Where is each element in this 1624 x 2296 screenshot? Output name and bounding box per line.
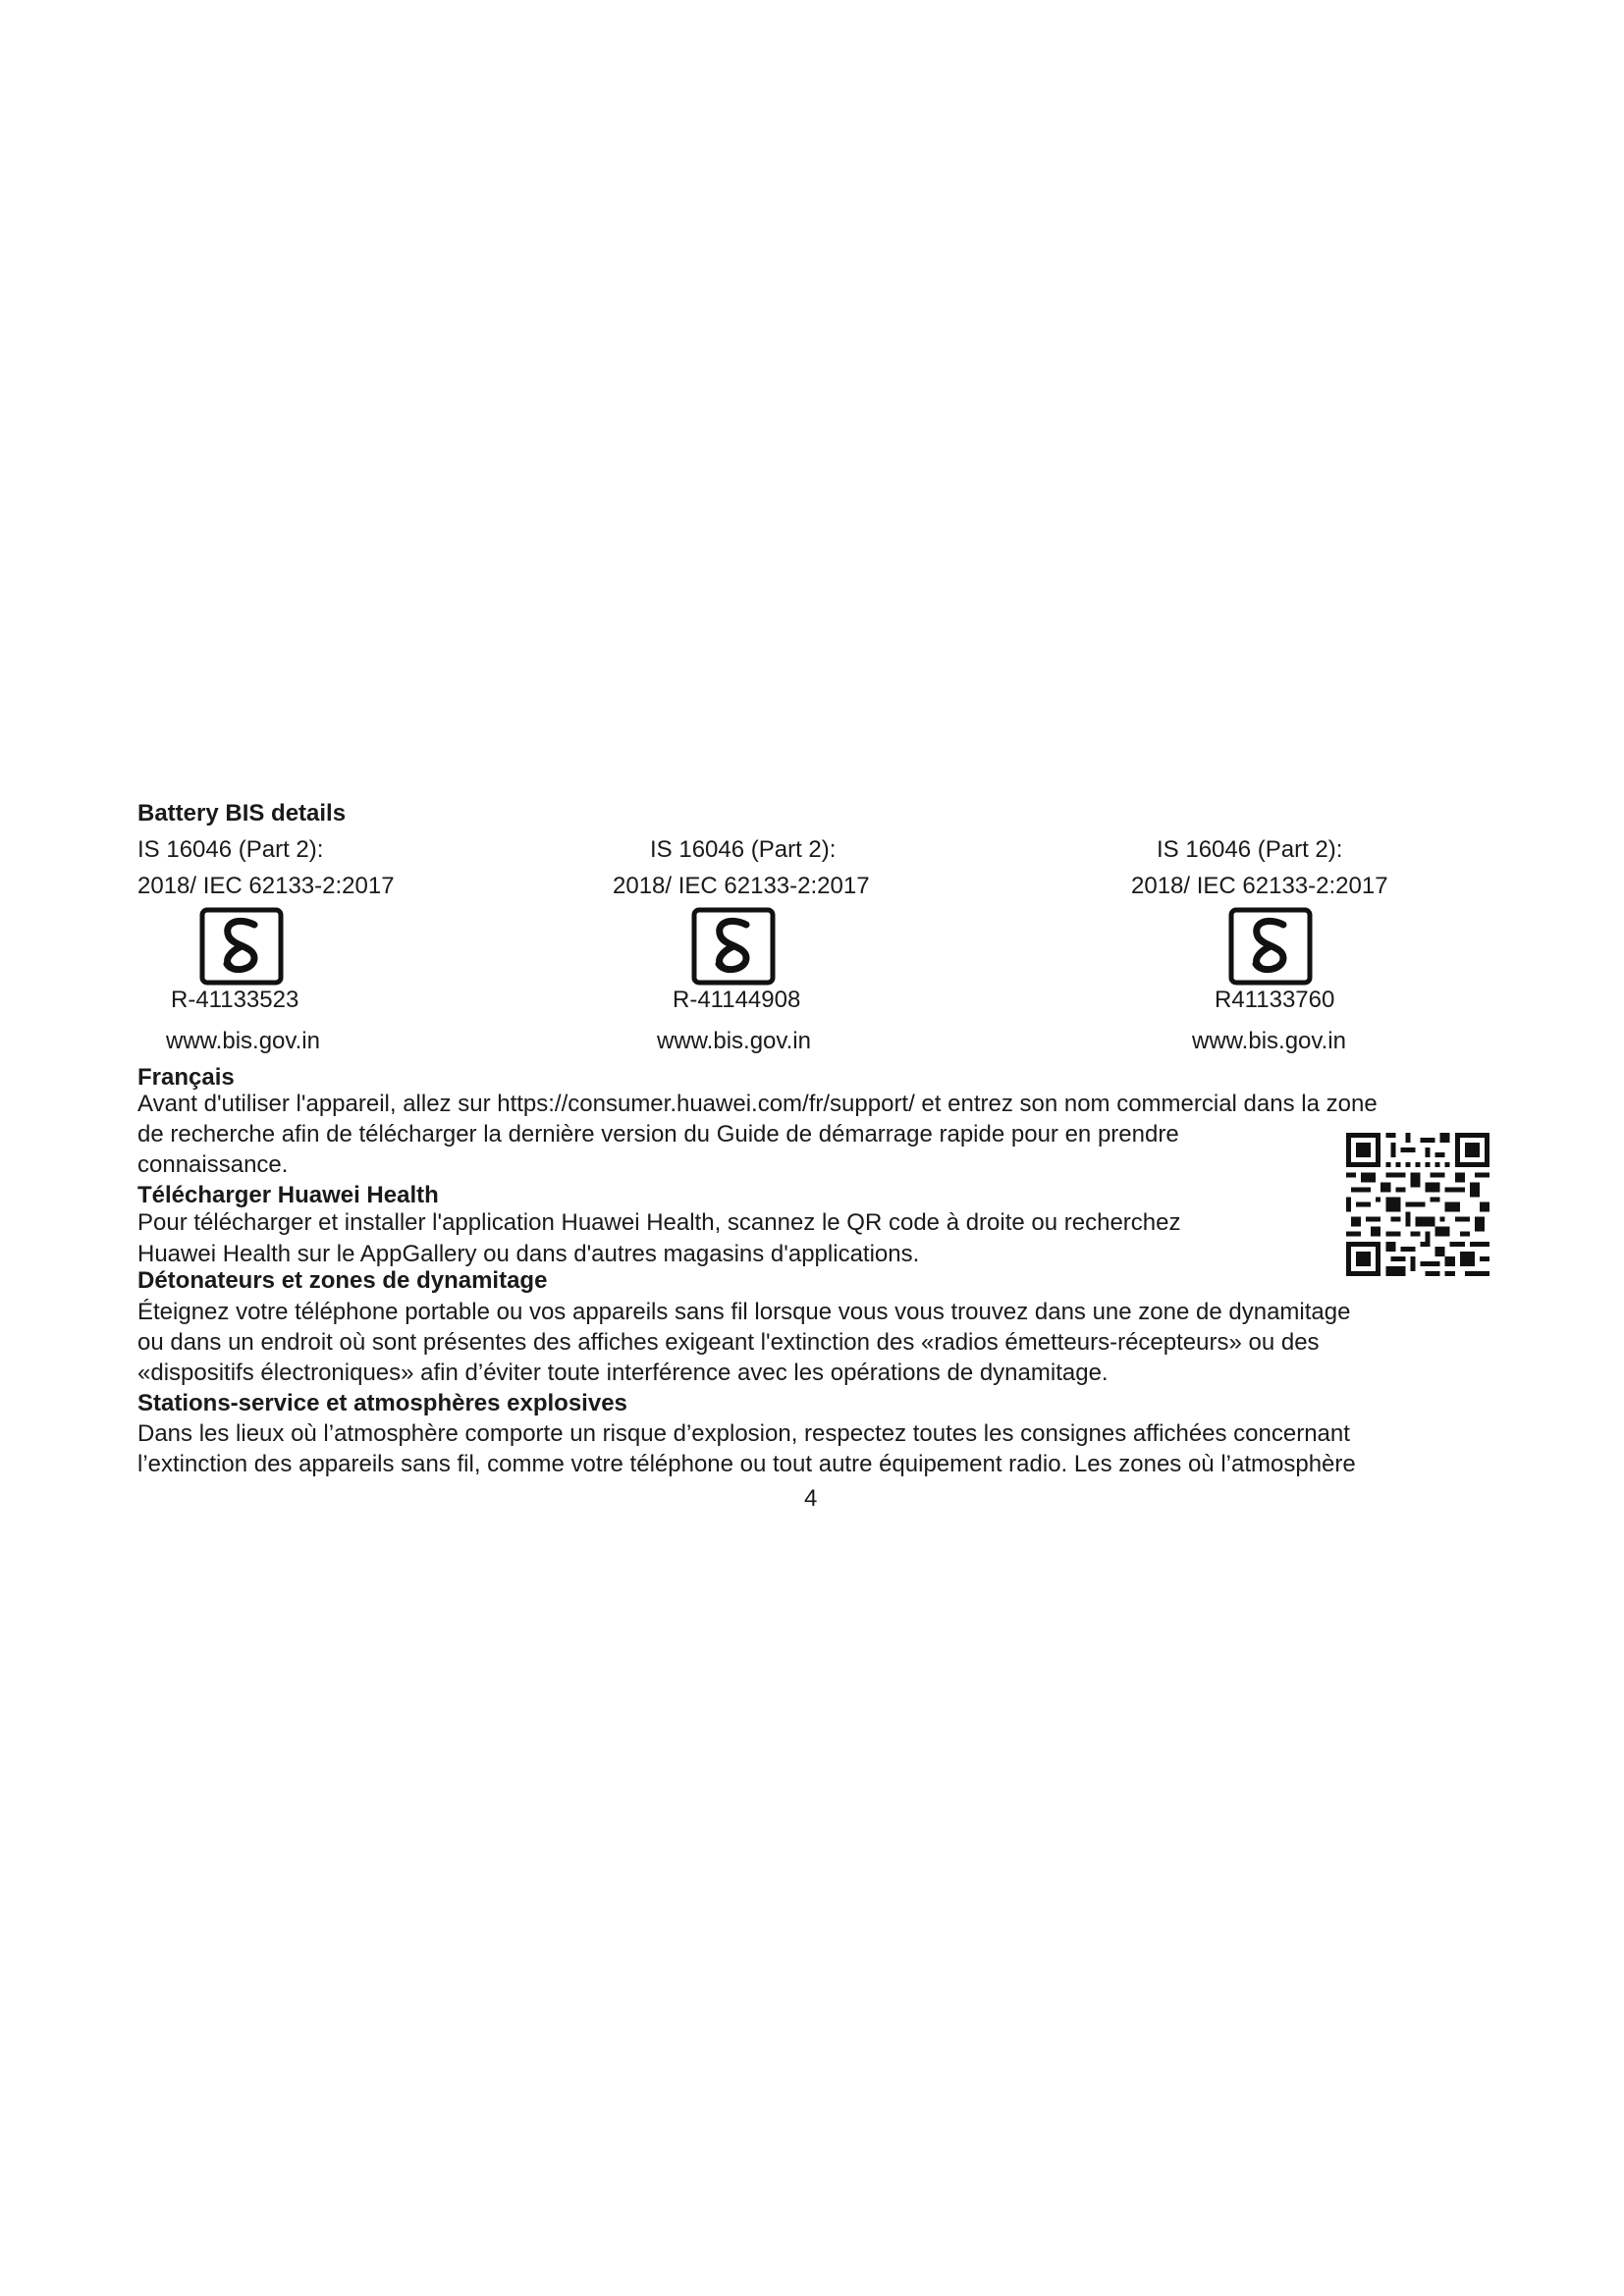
bis-col2-url: www.bis.gov.in bbox=[657, 1028, 811, 1054]
bis-mark-icon bbox=[1228, 907, 1313, 990]
page-number: 4 bbox=[804, 1485, 818, 1512]
bis-col2-iec: 2018/ IEC 62133-2:2017 bbox=[613, 873, 870, 899]
detonateurs-heading: Détonateurs et zones de dynamitage bbox=[137, 1267, 548, 1294]
bis-col3-url: www.bis.gov.in bbox=[1192, 1028, 1346, 1054]
bis-col3-iec: 2018/ IEC 62133-2:2017 bbox=[1131, 873, 1388, 899]
health-heading: Télécharger Huawei Health bbox=[137, 1182, 439, 1208]
francais-paragraph-line: Avant d'utiliser l'appareil, allez sur https://consumer.huawei.com/fr/support/ et entrez son nom commercial dans la zone bbox=[137, 1091, 1378, 1117]
bis-col1-url: www.bis.gov.in bbox=[166, 1028, 320, 1054]
bis-col1-registration: R-41133523 bbox=[171, 987, 299, 1013]
detonateurs-paragraph-line: ou dans un endroit où sont présentes des affiches exigeant l'extinction des «radios émetteurs-récepteurs» ou des bbox=[137, 1329, 1320, 1356]
bis-heading: Battery BIS details bbox=[137, 800, 347, 827]
bis-col2-standard: IS 16046 (Part 2): bbox=[650, 836, 837, 863]
stations-paragraph-line: l’extinction des appareils sans fil, comme votre téléphone ou tout autre équipement radio. Les zones où l’atmosphère bbox=[137, 1451, 1356, 1477]
detonateurs-paragraph-line: Éteignez votre téléphone portable ou vos appareils sans fil lorsque vous vous trouvez dans une zone de dynamitage bbox=[137, 1299, 1351, 1325]
bis-col1-iec: 2018/ IEC 62133-2:2017 bbox=[137, 873, 395, 899]
qr-code-icon bbox=[1346, 1133, 1489, 1281]
francais-paragraph-line: de recherche afin de télécharger la dernière version du Guide de démarrage rapide pour en prendre bbox=[137, 1121, 1179, 1148]
bis-col2-registration: R-41144908 bbox=[673, 987, 801, 1013]
health-paragraph-line: Pour télécharger et installer l'application Huawei Health, scannez le QR code à droite ou recherchez bbox=[137, 1209, 1181, 1236]
bis-mark-icon bbox=[691, 907, 776, 990]
health-paragraph-line: Huawei Health sur le AppGallery ou dans d'autres magasins d'applications. bbox=[137, 1241, 920, 1267]
bis-col1-standard: IS 16046 (Part 2): bbox=[137, 836, 324, 863]
francais-heading: Français bbox=[137, 1064, 235, 1091]
detonateurs-paragraph-line: «dispositifs électroniques» afin d’éviter toute interférence avec les opérations de dynamitage. bbox=[137, 1360, 1109, 1386]
stations-paragraph-line: Dans les lieux où l’atmosphère comporte un risque d’explosion, respectez toutes les consignes affichées concernant bbox=[137, 1420, 1350, 1447]
francais-paragraph-line: connaissance. bbox=[137, 1151, 289, 1178]
stations-heading: Stations-service et atmosphères explosives bbox=[137, 1390, 627, 1416]
bis-col3-registration: R41133760 bbox=[1215, 987, 1335, 1013]
bis-col3-standard: IS 16046 (Part 2): bbox=[1157, 836, 1343, 863]
bis-mark-icon bbox=[199, 907, 284, 990]
